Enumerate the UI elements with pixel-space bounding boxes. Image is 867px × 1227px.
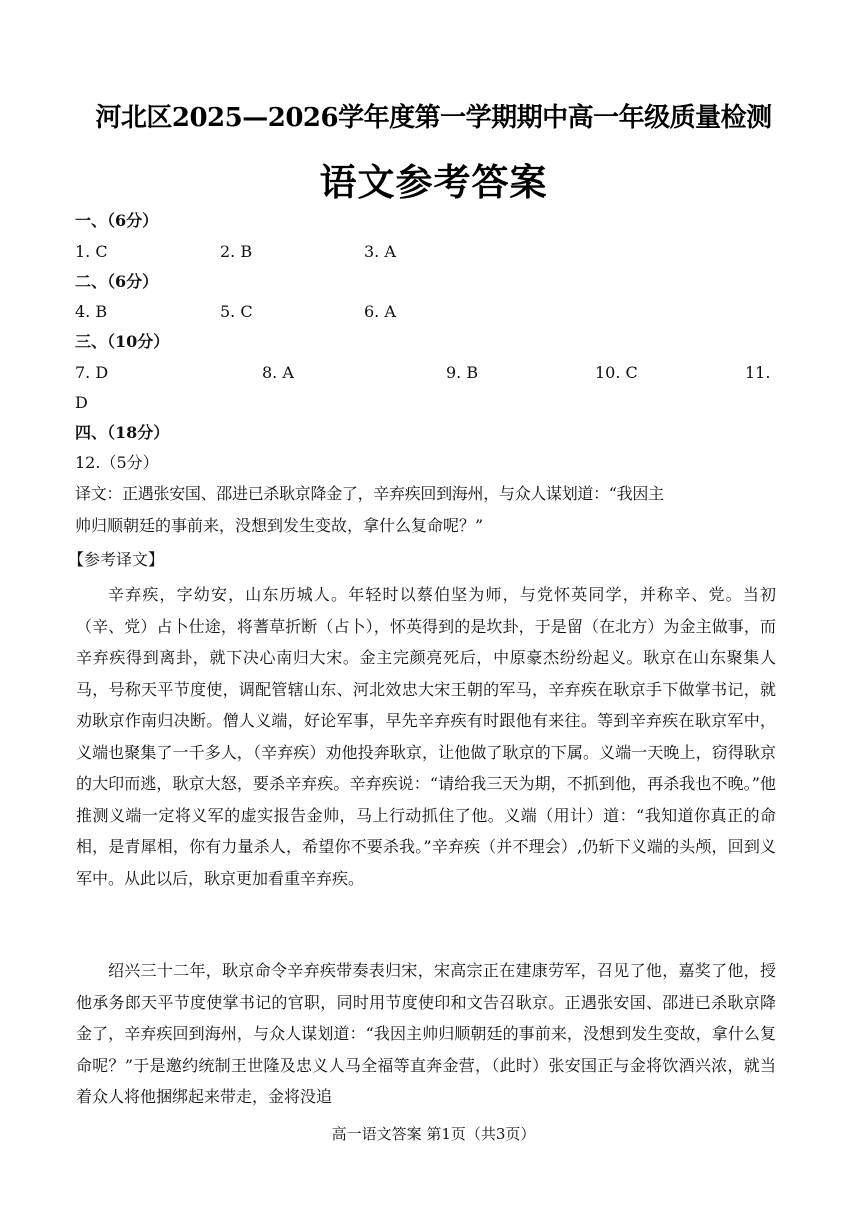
section-1-heading: 一、（6分） [75,211,159,230]
answer-item: 7. D [75,363,109,382]
answer-item: 1. C [75,242,108,261]
section-2-heading: 二、（6分） [75,272,159,291]
answer-item: 4. B [75,302,108,321]
translation-line-1: 译文：正遇张安国、邵进已杀耿京降金了，辛弃疾回到海州，与众人谋划道：“我因主 [75,484,664,503]
answer-item: 6. A [364,302,396,321]
answer-item: 2. B [220,242,253,261]
reference-paragraph-1: 辛弃疾，字幼安，山东历城人。年轻时以蔡伯坚为师，与党怀英同学，并称辛、党。当初（辛、党）占卜仕途，将蓍草折断（占卜），怀英得到的是坎卦，于是留（在北方）为金主做事，而辛弃疾得到离卦，就下决心南归大宋。金主完颜亮死后，中原豪杰纷纷起义。耿京在山东聚集人马，号称天平节度使，调配管辖山东、河北效忠大宋王朝的军马，辛弃疾在耿京手下做掌书记，就劝耿京作南归决断。僧人义端，好论军事，早先辛弃疾有时跟他有来往。等到辛弃疾在耿京军中，义端也聚集了一千多人，（辛弃疾）劝他投奔耿京，让他做了耿京的下属。义端一天晚上，窃得耿京的大印而逃，耿京大怒，要杀辛弃疾。辛弃疾说：“请给我三天为期，不抓到他，再杀我也不晚。”他推测义端一定将义军的虚实报告金帅，马上行动抓住了他。义端（用计）道：“我知道你真正的命相，是青犀相，你有力量杀人，希望你不要杀我。”辛弃疾（并不理会）,仍斩下义端的头颅，回到义军中。从此以后，耿京更加看重辛弃疾。 [76,585,776,888]
page-footer: 高一语文答案 第1页（共3页） [331,1125,536,1143]
answer-item: 10. C [595,363,638,382]
answer-item: 5. C [220,302,253,321]
answer-item: 11. [745,363,771,382]
section-4-heading: 四、（18分） [75,423,170,442]
translation-line-2: 帅归顺朝廷的事前来，没想到发生变故，拿什么复命呢？” [75,516,484,535]
answer-item: 9. B [446,363,479,382]
answer-item: 3. A [364,242,396,261]
answer-item: 8. A [262,363,294,382]
question-12-label: 12.（5分） [75,453,159,472]
document-subtitle: 语文参考答案 [319,160,548,204]
answer-item: D [75,393,88,412]
reference-paragraph-2: 绍兴三十二年，耿京命令辛弃疾带奏表归宋，宋高宗正在建康劳军，召见了他，嘉奖了他，授他承务郎天平节度使掌书记的官职，同时用节度使印和文告召耿京。正遇张安国、邵进已杀耿京降金了，辛弃疾回到海州，与众人谋划道：“我因主帅归顺朝廷的事前来，没想到发生变故，拿什么复命呢？”于是邀约统制王世隆及忠义人马全福等直奔金营，（此时）张安国正与金将饮酒兴浓，就当着众人将他捆绑起来带走，金将没追 [76,961,776,1106]
document-title: 河北区2025—2026学年度第一学期期中高一年级质量检测 [95,103,772,133]
section-3-heading: 三、（10分） [75,332,170,351]
reference-heading: 【参考译文】 [68,550,165,569]
